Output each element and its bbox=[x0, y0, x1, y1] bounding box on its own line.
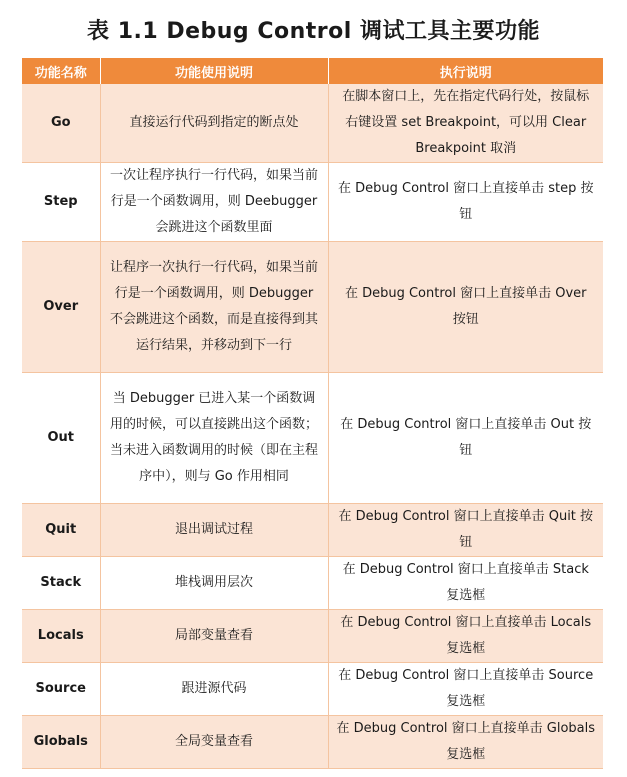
table-row bbox=[22, 504, 603, 557]
execution-cell: 在 Debug Control 窗口上直接单击 Stack 复选框 bbox=[328, 557, 603, 610]
execution-cell: 在 Debug Control 窗口上直接单击 Quit 按钮 bbox=[328, 504, 603, 557]
function-name-cell: Step bbox=[22, 163, 100, 242]
function-usage-cell: 让程序一次执行一行代码，如果当前行是一个函数调用，则 Debugger 不会跳进这个函数，而是直接得到其运行结果，并移动到下一行 bbox=[100, 242, 328, 373]
execution-cell: 在 Debug Control 窗口上直接单击 Locals 复选框 bbox=[328, 610, 603, 663]
function-usage-cell: 局部变量查看 bbox=[100, 610, 328, 663]
function-usage-cell: 直接运行代码到指定的断点处 bbox=[100, 84, 328, 163]
function-name-cell: Quit bbox=[22, 504, 100, 557]
table-row bbox=[22, 610, 603, 663]
function-name-cell: Go bbox=[22, 84, 100, 163]
table-caption: 表 1.1 Debug Control 调试工具主要功能 bbox=[87, 19, 540, 44]
function-name-cell: Globals bbox=[22, 716, 100, 769]
function-usage-cell: 堆栈调用层次 bbox=[100, 557, 328, 610]
function-name-cell: Out bbox=[22, 373, 100, 504]
header-row bbox=[22, 58, 603, 84]
execution-cell: 在 Debug Control 窗口上直接单击 Source 复选框 bbox=[328, 663, 603, 716]
function-name-cell: Over bbox=[22, 242, 100, 373]
table-row bbox=[22, 716, 603, 769]
function-name-cell: Source bbox=[22, 663, 100, 716]
table-row bbox=[22, 373, 603, 504]
function-usage-cell: 退出调试过程 bbox=[100, 504, 328, 557]
function-usage-cell: 跟进源代码 bbox=[100, 663, 328, 716]
function-usage-cell: 当 Debugger 已进入某一个函数调用的时候，可以直接跳出这个函数；当未进入函数调用的时候（即在主程序中），则与 Go 作用相同 bbox=[100, 373, 328, 504]
function-usage-cell: 全局变量查看 bbox=[100, 716, 328, 769]
table-row bbox=[22, 163, 603, 242]
execution-cell: 在 Debug Control 窗口上直接单击 step 按钮 bbox=[328, 163, 603, 242]
header-function-name: 功能名称 bbox=[22, 58, 100, 84]
function-name-cell: Locals bbox=[22, 610, 100, 663]
header-execution: 执行说明 bbox=[328, 58, 603, 84]
execution-cell: 在 Debug Control 窗口上直接单击 Globals 复选框 bbox=[328, 716, 603, 769]
table-row bbox=[22, 84, 603, 163]
execution-cell: 在 Debug Control 窗口上直接单击 Out 按钮 bbox=[328, 373, 603, 504]
table-row bbox=[22, 242, 603, 373]
table-row bbox=[22, 663, 603, 716]
function-name-cell: Stack bbox=[22, 557, 100, 610]
execution-cell: 在 Debug Control 窗口上直接单击 Over 按钮 bbox=[328, 242, 603, 373]
debug-control-table bbox=[22, 58, 603, 769]
table-row bbox=[22, 557, 603, 610]
header-function-usage: 功能使用说明 bbox=[100, 58, 328, 84]
execution-cell: 在脚本窗口上，先在指定代码行处，按鼠标右键设置 set Breakpoint，可以用 Clear Breakpoint 取消 bbox=[328, 84, 603, 163]
function-usage-cell: 一次让程序执行一行代码，如果当前行是一个函数调用，则 Deebugger 会跳进这个函数里面 bbox=[100, 163, 328, 242]
